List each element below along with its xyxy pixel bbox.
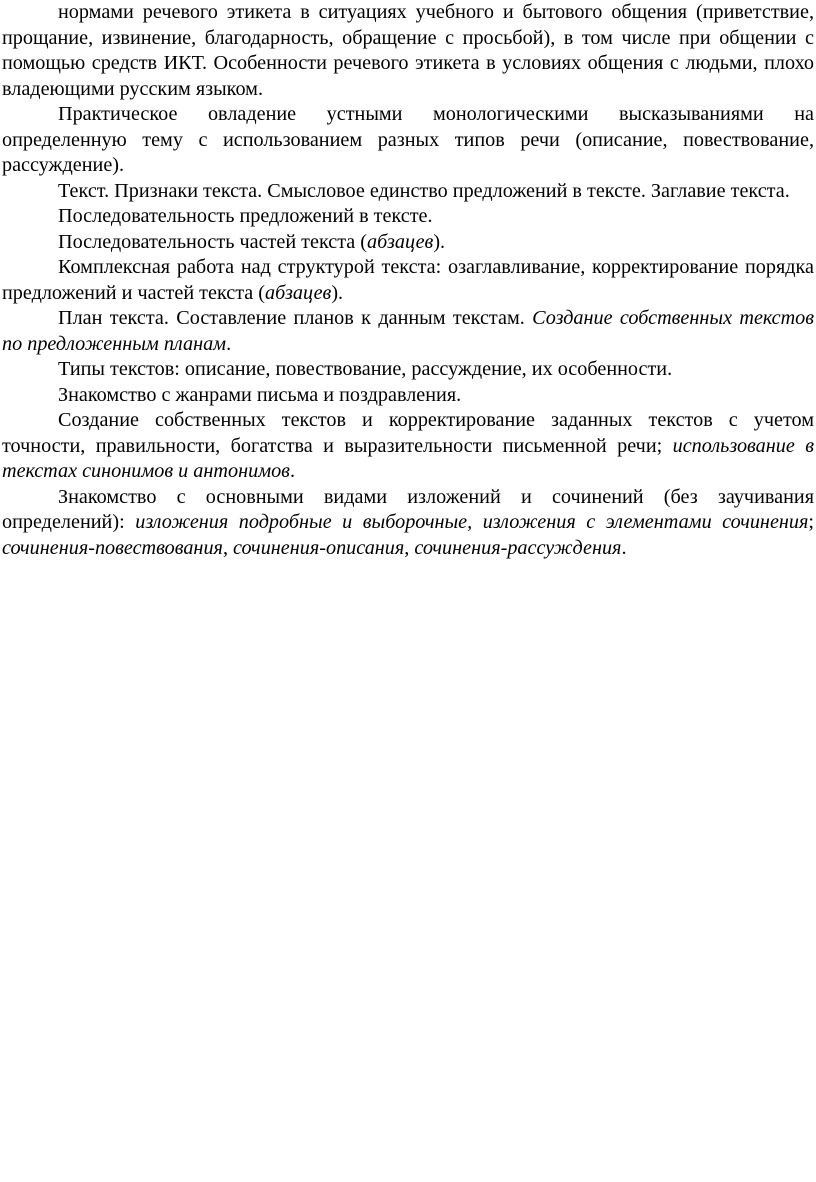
paragraph-parts-order bbox=[2, 230, 814, 256]
italic-run: абзацев bbox=[265, 281, 332, 304]
paragraph-monologue bbox=[2, 102, 814, 179]
italic-run: сочинения-описания bbox=[233, 536, 405, 559]
paragraph-text-features bbox=[2, 179, 814, 205]
text-run: . bbox=[621, 536, 627, 559]
paragraph-text-types bbox=[2, 357, 814, 383]
paragraph-own-texts bbox=[2, 408, 814, 485]
italic-run: сочинения-повествования bbox=[2, 536, 223, 559]
text-run: Знакомство с основными видами изложений и сочинений (без заучивания определений): bbox=[2, 485, 814, 533]
text-run: нормами речевого этикета в ситуациях учебного и бытового общения (приветствие, прощание, извинение, благодарность, обращение с просьбой), в том числе при общении с помощью средств ИКТ. Особенности речевого этикета в условиях общения с людьми, плохо владеющими русским языком. bbox=[2, 1, 814, 100]
italic-run: Создание собственных текстов по предложенным планам bbox=[2, 307, 815, 355]
text-run: План текста. Составление планов к данным текстам. bbox=[58, 307, 533, 329]
italic-run: изложения подробные и выборочные, изложения с элементами сочинения bbox=[135, 511, 809, 533]
text-run: Последовательность частей текста ( bbox=[58, 230, 368, 253]
paragraph-sentence-order bbox=[2, 204, 814, 230]
text-run: Типы текстов: описание, повествование, рассуждение, их особенности. bbox=[58, 358, 673, 380]
text-run: ). bbox=[433, 230, 446, 253]
text-run: ; bbox=[808, 511, 814, 533]
text-run: , bbox=[404, 536, 415, 559]
paragraph-summaries-essays bbox=[2, 485, 814, 562]
text-run: ). bbox=[331, 281, 344, 304]
text-run: Практическое овладение устными монологическими высказываниями на определенную тему с использованием разных типов речи (описание, повествование, рассуждение). bbox=[2, 103, 814, 176]
text-run: . bbox=[226, 332, 232, 355]
italic-run: абзацев bbox=[367, 230, 434, 253]
italic-run: использование в текстах синонимов и антонимов bbox=[2, 434, 814, 482]
text-run: Знакомство с жанрами письма и поздравления. bbox=[58, 383, 462, 406]
italic-run: сочинения-рассуждения bbox=[414, 536, 622, 559]
paragraph-structure-work bbox=[2, 255, 814, 306]
paragraph-speech-etiquette bbox=[2, 0, 814, 102]
paragraph-text-plan bbox=[2, 306, 814, 357]
text-run: Последовательность предложений в тексте. bbox=[58, 205, 433, 227]
text-run: , bbox=[222, 536, 234, 559]
text-run: Комплексная работа над структурой текста: озаглавливание, корректирование порядка предложений и частей текста ( bbox=[2, 256, 814, 304]
text-run: Текст. Признаки текста. Смысловое единство предложений в тексте. Заглавие текста. bbox=[58, 179, 790, 202]
paragraph-letter-genres bbox=[2, 383, 814, 409]
text-run: . bbox=[289, 460, 295, 482]
text-run: Создание собственных текстов и корректирование заданных текстов с учетом точности, правильности, богатства и выразительности письменной речи; bbox=[2, 409, 814, 457]
